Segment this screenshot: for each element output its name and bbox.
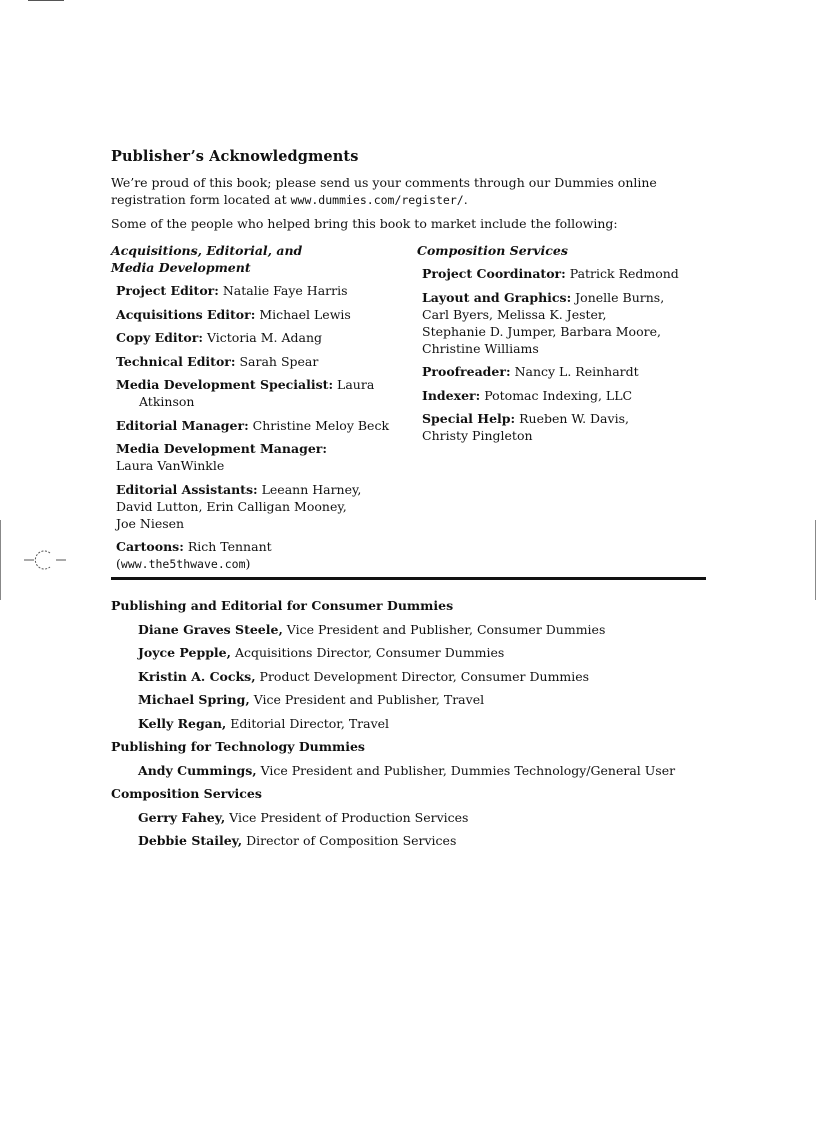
page-title: Publisher’s Acknowledgments	[111, 148, 359, 165]
intro-paragraph	[111, 174, 711, 209]
credit-role: Media Development Specialist:	[116, 377, 334, 392]
credit-name: Laura VanWinkle	[116, 458, 225, 473]
credit-name: Jonelle Burns,	[575, 289, 665, 305]
credit-entry	[116, 306, 411, 323]
credit-name: Victoria M. Adang	[206, 330, 323, 345]
credit-name: Leeann Harney,	[261, 481, 362, 497]
credit-entry	[422, 410, 707, 444]
staff-title: Product Development Director, Consumer Dummies	[259, 668, 590, 684]
cartoon-link[interactable]: www.the5thwave.com	[120, 557, 246, 571]
credit-name: Michael Lewis	[259, 306, 351, 322]
left-credits-column	[111, 242, 411, 580]
credit-entry	[422, 363, 707, 380]
intro-paragraph-2: Some of the people who helped bring this book to market include the following:	[111, 216, 618, 231]
staff-entry	[138, 809, 731, 826]
staff-name: Debbie Stailey,	[138, 833, 243, 848]
staff-title: Editorial Director, Travel	[230, 715, 390, 731]
credit-role: Project Editor:	[116, 283, 219, 298]
staff-entry	[138, 762, 731, 779]
credit-entry	[116, 329, 411, 346]
staff-name: Andy Cummings,	[138, 762, 257, 778]
credit-name: Rich Tennant	[187, 539, 272, 554]
staff-name: Joyce Pepple,	[138, 645, 231, 660]
credit-name: Patrick Redmond	[569, 266, 679, 281]
group-heading: Publishing for Technology Dummies	[111, 739, 365, 754]
right-credits-column	[417, 242, 707, 451]
staff-name: Diane Graves Steele,	[138, 621, 283, 637]
staff-title: Acquisitions Director, Consumer Dummies	[234, 645, 505, 660]
credit-entry	[422, 265, 707, 282]
credit-name-continued: Joe Niesen	[116, 515, 185, 531]
credit-role: Proofreader:	[422, 364, 511, 379]
credit-role: Copy Editor:	[116, 330, 203, 345]
credit-role: Acquisitions Editor:	[116, 306, 256, 322]
credit-name: Laura Atkinson	[139, 377, 375, 409]
credit-name-continued: Christy Pingleton	[422, 428, 533, 443]
staff-entry	[138, 644, 731, 661]
credit-role: Media Development Manager:	[116, 441, 327, 456]
staff-name: Gerry Fahey,	[138, 809, 226, 825]
section-divider	[111, 577, 706, 580]
credit-role: Special Help:	[422, 411, 516, 426]
crop-mark-left	[0, 520, 1, 600]
credit-entry	[116, 376, 411, 410]
staff-title: Vice President of Production Services	[229, 809, 469, 825]
credit-entry	[422, 387, 707, 404]
credit-name: Natalie Faye Harris	[222, 283, 348, 298]
credit-name-continued: David Lutton, Erin Calligan Mooney,	[116, 498, 347, 514]
credit-name: Christine Meloy Beck	[252, 417, 390, 433]
credit-entry	[116, 353, 411, 370]
staff-name: Kristin A. Cocks,	[138, 668, 256, 684]
credit-name-continued: Christine Williams	[422, 340, 539, 356]
credit-role: Indexer:	[422, 387, 481, 403]
credit-entry	[116, 440, 411, 474]
staff-title: Vice President and Publisher, Consumer Dummies	[286, 621, 606, 637]
credit-role: Cartoons:	[116, 539, 184, 554]
credits-columns	[111, 242, 711, 571]
intro-text: We’re proud of this book; please send us your comments through our Dummies online registration form located at	[111, 175, 657, 207]
left-column-title	[111, 242, 411, 276]
credit-name-continued: Carl Byers, Melissa K. Jester,	[422, 306, 607, 322]
credit-entry	[116, 538, 411, 573]
paren-open: (	[116, 556, 121, 571]
credit-role: Project Coordinator:	[422, 266, 566, 281]
credit-role: Editorial Manager:	[116, 417, 249, 433]
staff-entry	[138, 668, 731, 685]
credit-entry	[422, 289, 707, 357]
publishing-section	[111, 597, 731, 856]
right-column-title: Composition Services	[417, 243, 568, 258]
group-heading: Publishing and Editorial for Consumer Dummies	[111, 598, 454, 613]
acknowledgments-section	[111, 148, 711, 571]
credit-entry	[116, 481, 411, 532]
staff-title: Vice President and Publisher, Dummies Technology/General User	[260, 762, 676, 778]
paren-close: )	[245, 556, 251, 571]
cartoon-url-line	[116, 555, 411, 573]
staff-entry	[138, 832, 731, 849]
credit-name: Rueben W. Davis,	[519, 411, 629, 426]
staff-name: Kelly Regan,	[138, 715, 227, 731]
staff-entry	[138, 691, 731, 708]
registration-mark-icon	[24, 548, 66, 572]
credit-name: Sarah Spear	[239, 353, 319, 369]
credit-entry	[116, 417, 411, 434]
left-title-line-1: Acquisitions, Editorial, and	[111, 243, 303, 258]
registration-link[interactable]: www.dummies.com/register/	[290, 193, 464, 207]
staff-name: Michael Spring,	[138, 692, 250, 707]
credit-role: Technical Editor:	[116, 353, 236, 369]
credit-role: Editorial Assistants:	[116, 481, 258, 497]
staff-title: Director of Composition Services	[246, 833, 457, 848]
credit-entry	[116, 282, 411, 299]
credit-name: Potomac Indexing, LLC	[484, 387, 633, 403]
crop-mark-top	[28, 0, 64, 1]
credit-role: Layout and Graphics:	[422, 289, 572, 305]
left-title-line-2: Media Development	[111, 260, 251, 275]
intro-end: .	[463, 192, 468, 207]
credit-name: Nancy L. Reinhardt	[514, 364, 639, 379]
staff-entry	[138, 621, 731, 638]
staff-title: Vice President and Publisher, Travel	[253, 692, 485, 707]
staff-entry	[138, 715, 731, 732]
credit-name-continued: Stephanie D. Jumper, Barbara Moore,	[422, 323, 661, 339]
group-heading: Composition Services	[111, 786, 262, 801]
